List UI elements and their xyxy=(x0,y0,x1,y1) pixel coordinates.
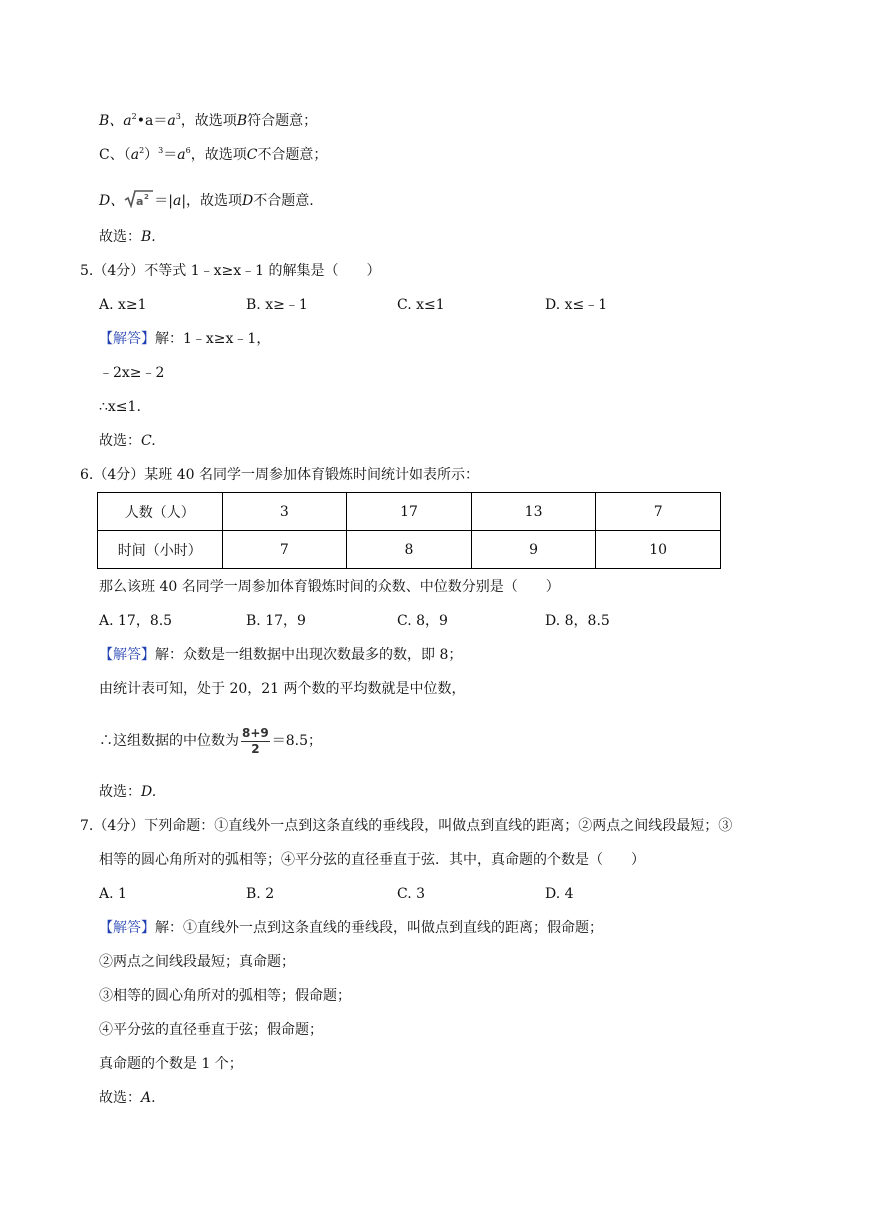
table-header-cell: 人数（人） xyxy=(98,493,223,531)
q5-solution-line-2: ﹣2x≥﹣2 xyxy=(99,365,165,381)
solution-tag: 【解答】 xyxy=(99,647,155,663)
q4-option-d-analysis: D、 a 2 ＝|a|，故选项D不合题意. xyxy=(99,189,314,213)
table-cell: 3 xyxy=(222,493,347,531)
q6-option-b: B. 17，9 xyxy=(246,613,306,629)
svg-text:a: a xyxy=(136,195,144,208)
solution-tag: 【解答】 xyxy=(99,920,155,936)
table-row xyxy=(98,493,721,531)
svg-text:2: 2 xyxy=(144,193,150,201)
q4-b-prefix: B、 xyxy=(99,113,124,129)
q6-solution-line-2: 由统计表可知，处于 20，21 两个数的平均数就是中位数， xyxy=(99,681,466,697)
solution-tag: 【解答】 xyxy=(99,331,155,347)
q7-solution-line-2: ②两点之间线段最短；真命题； xyxy=(99,954,295,970)
q7-solution-line-5: 真命题的个数是 1 个； xyxy=(99,1056,243,1072)
q6-stem: 6.（4分）某班 40 名同学一周参加体育锻炼时间统计如表所示： xyxy=(80,467,479,483)
q7-solution-line-4: ④平分弦的直径垂直于弦；假命题； xyxy=(99,1022,323,1038)
q4-answer: 故选：B. xyxy=(99,229,156,245)
q7-solution-line-3: ③相等的圆心角所对的弧相等；假命题； xyxy=(99,988,351,1004)
q5-option-d: D. x≤﹣1 xyxy=(545,297,608,313)
q5-option-a: A. x≥1 xyxy=(99,297,147,313)
table-cell: 17 xyxy=(347,493,472,531)
table-cell: 13 xyxy=(471,493,596,531)
table-cell: 10 xyxy=(596,531,721,569)
q7-option-c: C. 3 xyxy=(397,886,426,902)
q4-option-b-analysis: B、$a^2•a=a^3$，故选项B符合题意； xyxy=(99,112,318,129)
q6-median-line: ∴这组数据的中位数为 $\frac{8+9}{2}$ ＝8.5； xyxy=(99,725,323,756)
q7-option-a: A. 1 xyxy=(99,886,127,902)
q5-option-b: B. x≥﹣1 xyxy=(246,297,308,313)
q5-stem: 5.（4分）不等式 1﹣x≥x﹣1 的解集是（ ） xyxy=(80,263,381,279)
q6-option-a: A. 17，8.5 xyxy=(99,613,173,629)
median-fraction: $\frac{8+9}{2}$ xyxy=(242,725,269,756)
table-row xyxy=(98,531,721,569)
q5-solution-line-1: 【解答】解：1﹣x≥x﹣1， xyxy=(99,331,271,347)
q4-option-c-analysis: C、$(a^2)^3=a^6$，故选项C不合题意； xyxy=(99,146,328,163)
table-cell: 7 xyxy=(222,531,347,569)
q6-answer: 故选：D. xyxy=(99,784,157,800)
q6-option-c: C. 8，9 xyxy=(397,613,448,629)
table-header-cell: 时间（小时） xyxy=(98,531,223,569)
q7-option-d: D. 4 xyxy=(545,886,574,902)
table-cell: 7 xyxy=(596,493,721,531)
sqrt-a-squared-formula xyxy=(124,189,154,213)
q7-solution-line-1: 【解答】解：①直线外一点到这条直线的垂线段，叫做点到直线的距离；假命题； xyxy=(99,920,603,936)
q5-option-c: C. x≤1 xyxy=(397,297,445,313)
q7-option-b: B. 2 xyxy=(246,886,275,902)
q5-solution-line-3: ∴x≤1. xyxy=(99,399,141,415)
q5-answer: 故选：C. xyxy=(99,433,156,449)
q6-option-d: D. 8，8.5 xyxy=(545,613,610,629)
q6-solution-line-1: 【解答】解：众数是一组数据中出现次数最多的数，即 8； xyxy=(99,647,463,663)
table-cell: 9 xyxy=(471,531,596,569)
q6-statistics-table xyxy=(97,492,721,569)
q7-answer: 故选：A. xyxy=(99,1090,156,1106)
q7-stem-line-2: 相等的圆心角所对的弧相等；④平分弦的直径垂直于弦．其中，真命题的个数是（ ） xyxy=(99,852,645,868)
q7-stem-line-1: 7.（4分）下列命题：①直线外一点到这条直线的垂线段，叫做点到直线的距离；②两点之间线段最短；③ xyxy=(80,818,733,834)
q6-question: 那么该班 40 名同学一周参加体育锻炼时间的众数、中位数分别是（ ） xyxy=(99,579,560,595)
table-cell: 8 xyxy=(347,531,472,569)
